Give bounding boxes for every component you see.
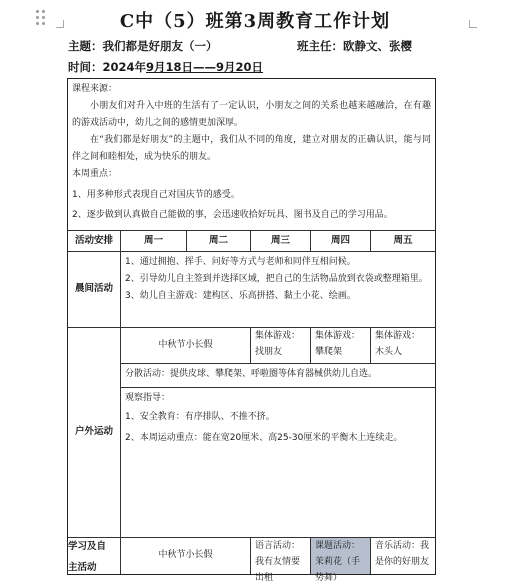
guidance-item-2: 2、本周运动重点：能在宽20厘米、高25-30厘米的平衡木上连续走。: [125, 433, 403, 444]
outdoor-group-activity: 分散活动：提供皮球、攀爬架、呼啦圈等体育器械供幼儿自选。: [121, 364, 435, 388]
day-header-wednesday: 周三: [251, 231, 311, 252]
morning-label: 晨间活动: [68, 252, 121, 328]
theme-line: 主题：我们都是好朋友（一）: [68, 39, 218, 53]
schedule-header-label: 活动安排: [68, 231, 121, 252]
focus-item-2: 2、逐步做到认真做自己能做的事，会迅速收拾好玩具、图书及自己的学习用品。: [72, 209, 393, 220]
morning-line-2: 2、引导幼儿自主签到并选择区域，把自己的生活物品放到衣袋或整理箱里。: [125, 274, 428, 285]
game-name: 攀爬架: [315, 346, 343, 357]
outdoor-label: 户外运动: [68, 328, 121, 538]
guidance-heading: 观察指导：: [125, 393, 171, 403]
background-paragraph-2: 在“我们都是好朋友”的主题中，我们从不同的角度，建立对朋友的正确认识，能与同伴之间和睦相处，成为快乐的朋友。: [72, 135, 431, 163]
morning-content: [121, 252, 435, 328]
document-title: C中（5）班第3周教育工作计划: [119, 11, 391, 32]
game-name: 木头人: [375, 346, 403, 357]
learning-holiday-cell: 中秋节小长假: [121, 538, 251, 574]
time-line: [68, 59, 263, 75]
learning-label-line: 学习及自: [68, 541, 107, 553]
focus-heading: 本周重点：: [72, 169, 118, 180]
focus-item-1: 1、用多种形式表现自己对国庆节的感受。: [72, 189, 240, 200]
learning-label: [68, 538, 121, 574]
background-cell: [68, 79, 435, 231]
learning-top-friday: 音乐活动：我是你的好朋友: [375, 541, 430, 567]
day-header-tuesday: 周二: [187, 231, 251, 252]
learning-top-wednesday: 语言活动：我有友情要出租: [251, 538, 311, 574]
outdoor-guidance: [121, 388, 435, 538]
background-paragraph-1: 小朋友们对升入中班的生活有了一定认识，小朋友之间的关系也越来越融洽，在有趣的游戏活动中，幼儿之间的感情更加深厚。: [72, 101, 431, 129]
outdoor-game-friday: [371, 328, 435, 364]
game-name: 找朋友: [255, 346, 283, 357]
day-header-monday: 周一: [121, 231, 187, 252]
outdoor-holiday-cell: 中秋节小长假: [121, 328, 251, 364]
time-separator: ——: [193, 60, 217, 74]
time-prefix: 时间：2024年: [68, 60, 147, 74]
game-title: 集体游戏：: [375, 331, 421, 341]
time-start: 9月18日: [146, 60, 194, 74]
game-title: 集体游戏：: [255, 331, 301, 341]
learning-label-line: 主活动: [68, 562, 97, 573]
plan-table: [67, 78, 436, 583]
outdoor-game-wednesday: [251, 328, 311, 364]
background-heading: 课程来源：: [72, 84, 118, 94]
day-header-friday: 周五: [371, 231, 435, 252]
morning-line-3: 3、幼儿自主游戏：建构区、乐高拼搭、黏土小花、绘画。: [125, 291, 356, 302]
time-end: 9月20日: [216, 60, 264, 74]
outdoor-game-thursday: [311, 328, 371, 364]
guidance-item-1: 1、安全教育：有序排队、不推不挤。: [125, 412, 275, 423]
morning-line-1: 1、通过拥抱、挥手、问好等方式与老师和同伴互相问候。: [125, 257, 356, 267]
teacher-line: 班主任：欧静文、张樱: [297, 39, 412, 53]
day-header-thursday: 周四: [311, 231, 371, 252]
game-title: 集体游戏：: [315, 331, 361, 341]
learning-top-thursday: 课题活动：茉莉花（手势舞）: [311, 538, 371, 574]
